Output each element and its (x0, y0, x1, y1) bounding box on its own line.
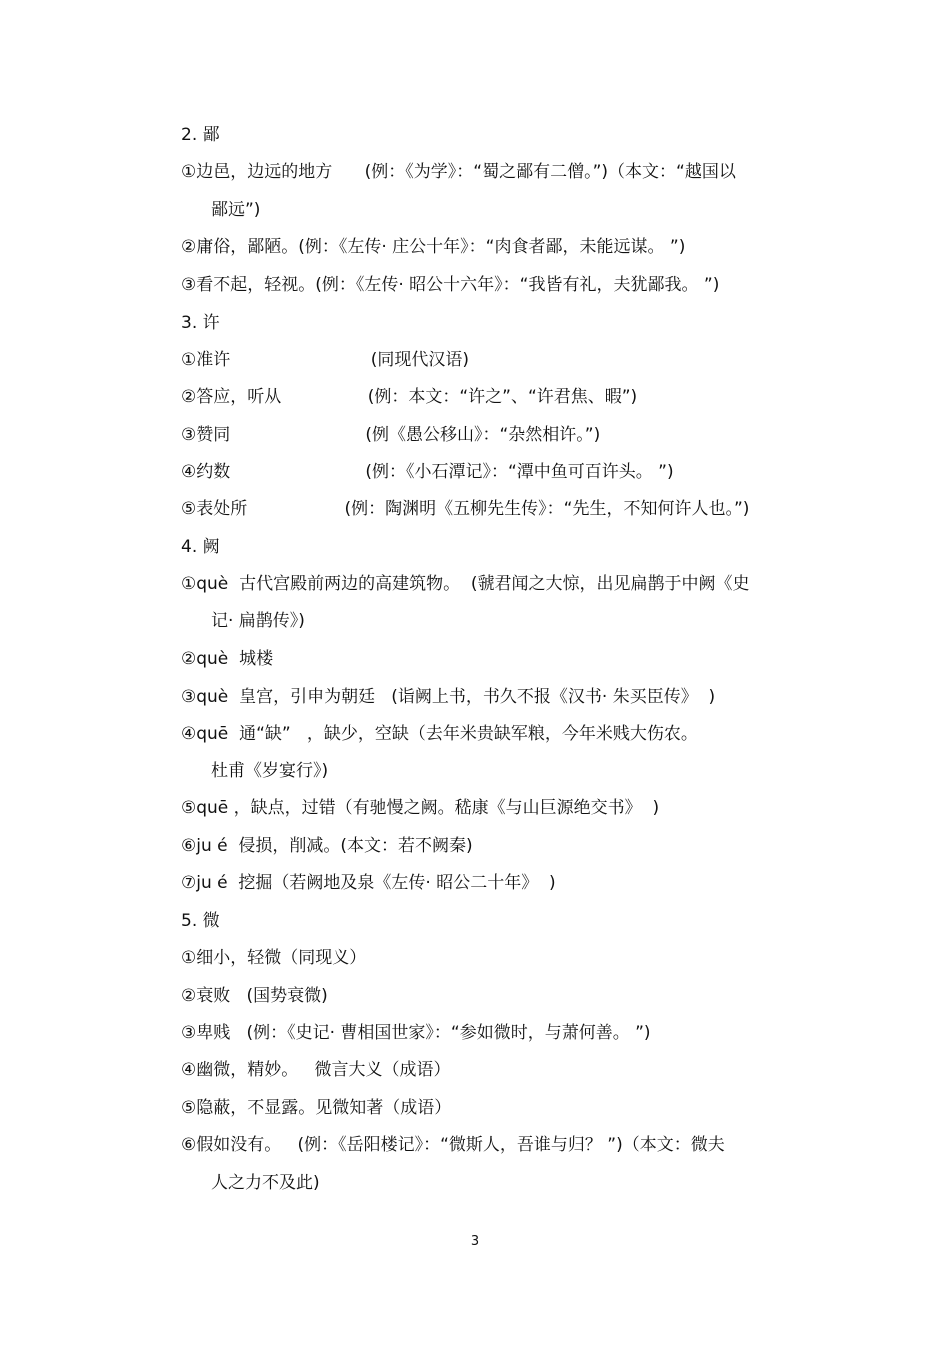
definition-continuation: 记· 扁鹊传》) (211, 611, 305, 631)
definition-line: ②衰败 (国势衰微) (181, 986, 328, 1006)
definition-line: ⑦ju é 挖掘（若阙地及泉《左传· 昭公二十年》 ) (181, 873, 556, 893)
definition-line: ③看不起，轻视。(例：《左传· 昭公十六年》：“我皆有礼，夫犹鄙我。 ”) (181, 275, 720, 295)
definition-line: ③què 皇宫，引申为朝廷 (诣阙上书，书久不报《汉书· 朱买臣传》 ) (181, 687, 716, 707)
definition-line: ④quē 通“缺” ，缺少，空缺（去年米贵缺军粮，今年米贱大伤农。 (181, 724, 698, 744)
definition-line: ②庸俗，鄙陋。(例：《左传· 庄公十年》：“肉食者鄙，未能远谋。 ”) (181, 237, 686, 257)
definition-line: ③赞同 (例《愚公移山》：“杂然相许。”) (181, 425, 601, 445)
heading-xu: 3. 许 (181, 313, 220, 333)
definition-continuation: 鄙远”) (211, 200, 261, 220)
definition-line: ④约数 (例：《小石潭记》：“潭中鱼可百许头。 ”) (181, 462, 674, 482)
definition-line: ④幽微，精妙。 微言大义（成语） (181, 1060, 451, 1080)
definition-line: ③卑贱 (例：《史记· 曹相国世家》：“参如微时，与萧何善。 ”) (181, 1023, 651, 1043)
heading-wei: 5. 微 (181, 911, 220, 931)
definition-line: ①què 古代宫殿前两边的高建筑物。 (虢君闻之大惊，出见扁鹊于中阙《史 (181, 574, 750, 594)
definition-line: ①边邑，边远的地方 (例：《为学》：“蜀之鄙有二僧。”)（本文：“越国以 (181, 162, 736, 182)
definition-continuation: 人之力不及此) (211, 1173, 320, 1193)
page-number: 3 (470, 1234, 480, 1249)
heading-bi: 2. 鄙 (181, 125, 220, 145)
definition-continuation: 杜甫《岁宴行》) (211, 761, 329, 781)
definition-line: ⑥ju é 侵损，削减。(本文：若不阙秦) (181, 836, 473, 856)
definition-line: ⑥假如没有。 (例：《岳阳楼记》：“微斯人，吾谁与归？ ”)（本文：微夫 (181, 1135, 725, 1155)
definition-line: ②què 城楼 (181, 649, 274, 669)
definition-line: ①准许 (同现代汉语) (181, 350, 470, 370)
definition-line: ⑤quē ，缺点，过错（有驰慢之阙。嵇康《与山巨源绝交书》 ) (181, 798, 660, 818)
definition-line: ⑤表处所 (例：陶渊明《五柳先生传》：“先生，不知何许人也。”) (181, 499, 750, 519)
heading-que: 4. 阙 (181, 537, 220, 557)
definition-line: ①细小，轻微（同现义） (181, 948, 367, 968)
definition-line: ⑤隐蔽，不显露。见微知著（成语） (181, 1098, 452, 1118)
definition-line: ②答应，听从 (例：本文：“许之”、“许君焦、暇”) (181, 387, 638, 407)
